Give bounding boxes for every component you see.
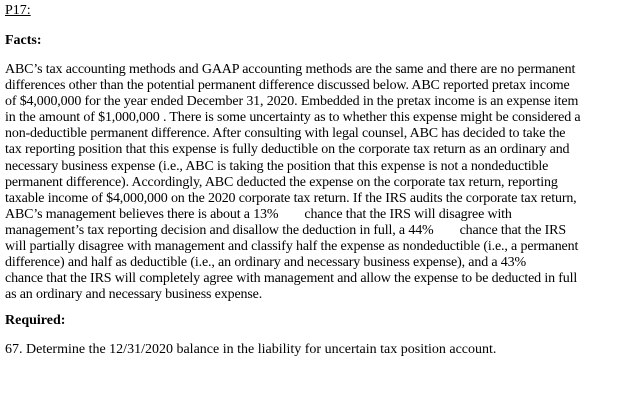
- facts-line-part: ABC’s management believes there is about a 13%: [5, 206, 279, 222]
- facts-line: in the amount of $1,000,000 . There is some uncertainty as to whether this expense might be considered a: [5, 110, 581, 126]
- facts-line: difference) and half as deductible (i.e., an ordinary and necessary business expense), and a 43%: [5, 255, 527, 271]
- facts-line: [5, 207, 629, 223]
- facts-line: taxable income of $4,000,000 on the 2020 corporate tax return. If the IRS audits the corporate tax return,: [5, 190, 577, 206]
- facts-line-part: chance that the IRS: [459, 222, 566, 238]
- facts-heading: Facts:: [5, 33, 42, 48]
- question-67: 67. Determine the 12/31/2020 balance in the liability for uncertain tax position account.: [5, 342, 497, 358]
- facts-line: permanent difference). Accordingly, ABC deducted the expense on the corporate tax return, reporting: [5, 174, 558, 190]
- facts-line-part: chance that the IRS will disagree with: [304, 206, 512, 222]
- problem-id: P17:: [5, 3, 31, 18]
- facts-line: tax reporting position that this expense is fully deductible on the corporate tax return as an ordinary and: [5, 142, 570, 158]
- facts-paragraph: [5, 62, 629, 303]
- facts-line: of $4,000,000 for the year ended December 31, 2020. Embedded in the pretax income is an expense item: [5, 94, 579, 110]
- problem-page: [5, 3, 629, 358]
- facts-line: as an ordinary and necessary business expense.: [5, 287, 263, 303]
- facts-line-part: management’s tax reporting decision and disallow the deduction in full, a 44%: [5, 222, 434, 238]
- facts-line: ABC’s tax accounting methods and GAAP accounting methods are the same and there are no permanent: [5, 62, 576, 77]
- facts-line: non-deductible permanent difference. After consulting with legal counsel, ABC has decided to take the: [5, 126, 566, 142]
- facts-line: necessary business expense (i.e., ABC is taking the position that this expense is not a nondeductible: [5, 158, 549, 174]
- facts-line: [5, 223, 629, 239]
- facts-line: differences other than the potential permanent difference discussed below. ABC reported pretax income: [5, 78, 570, 94]
- facts-line: chance that the IRS will completely agree with management and allow the expense to be deducted in full: [5, 271, 578, 287]
- required-heading: Required:: [5, 313, 66, 329]
- facts-line: will partially disagree with management and classify half the expense as nondeductible (i.e., a permanent: [5, 239, 579, 255]
